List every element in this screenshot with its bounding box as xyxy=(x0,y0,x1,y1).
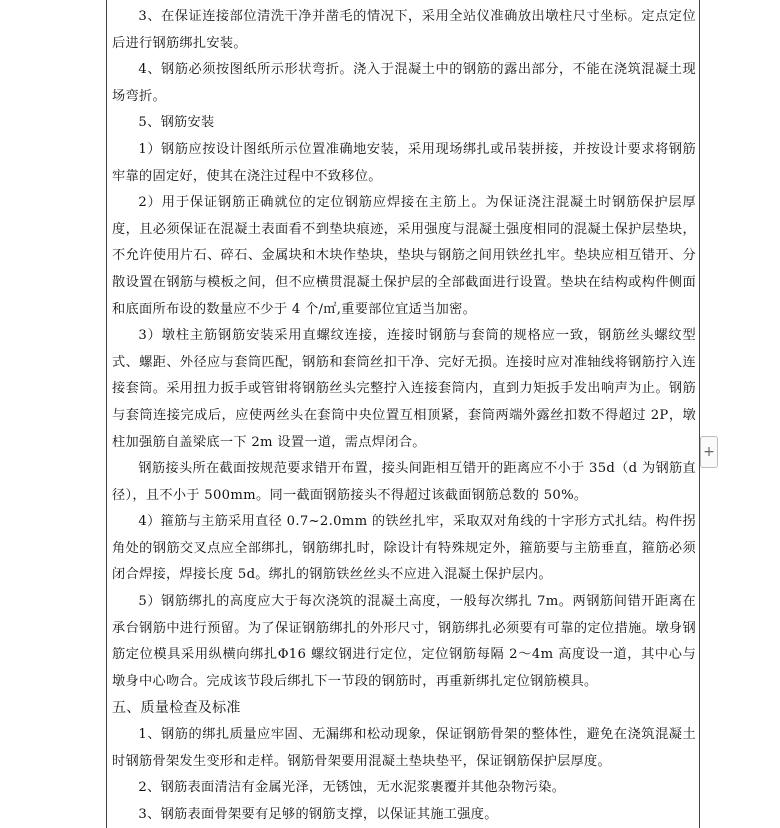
paragraph-installation-4: 4）箍筋与主筋采用直径 0.7~2.0mm 的铁丝扎牢，采取双对角线的十字形方式扎结。构件拐角处的钢筋交叉点应全部绑扎，钢筋绑扎时，除设计有特殊规定外，箍筋要与主筋垂直，箍筋必须闭合焊接，焊接长度 5d。绑扎的钢筋铁丝丝头不应进入混凝土保护层内。 xyxy=(112,514,696,583)
paragraph-rebar-installation-title: 5、钢筋安装 xyxy=(138,115,215,131)
paragraph-item-3: 3、在保证连接部位清洗干净并凿毛的情况下，采用全站仪准确放出墩柱尺寸坐标。定点定位后进行钢筋绑扎安装。 xyxy=(112,9,696,51)
paragraph-quality-1: 1、钢筋的绑扎质量应牢固、无漏绑和松动现象，保证钢筋骨架的整体性，避免在浇筑混凝土时钢筋骨架发生变形和走样。钢筋骨架要用混凝土垫块垫平，保证钢筋保护层厚度。 xyxy=(112,727,696,769)
add-row-button[interactable]: + xyxy=(700,436,718,468)
section-heading-quality: 五、质量检查及标准 xyxy=(112,700,241,717)
paragraph-installation-3: 3）墩柱主筋钢筋安装采用直螺纹连接，连接时钢筋与套筒的规格应一致，钢筋丝头螺纹型式、螺距、外径应与套筒匹配，钢筋和套筒丝扣干净、完好无损。连接时应对准轴线将钢筋拧入连接套筒。采用扭力扳手或管钳将钢筋丝头完整拧入连接套筒内，直到力矩扳手发出响声为止。钢筋与套筒连接完成后，应使两丝头在套筒中央位置互相顶紧，套筒两端外露丝扣数不得超过 2P，墩柱加强筋自盖梁底一下 2m 设置一道，需点焊闭合。 xyxy=(112,328,696,450)
paragraph-joint-spacing: 钢筋接头所在截面按规范要求错开布置，接头间距相互错开的距离应不小于 35d（d 为钢筋直径），且不小于 500mm。同一截面钢筋接头不得超过该截面钢筋总数的 50%。 xyxy=(112,461,696,503)
paragraph-installation-1: 1）钢筋应按设计图纸所示位置准确地安装，采用现场绑扎或吊装拼接，并按设计要求将钢筋牢靠的固定好，使其在浇注过程中不致移位。 xyxy=(112,141,696,184)
paragraph-item-4: 4、钢筋必须按图纸所示形状弯折。浇入于混凝土中的钢筋的露出部分，不能在浇筑混凝土现场弯折。 xyxy=(112,62,696,104)
paragraph-installation-2: 2）用于保证钢筋正确就位的定位钢筋应焊接在主筋上。为保证浇注混凝土时钢筋保护层厚度，且必须保证在混凝土表面看不到垫块痕迹，采用强度与混凝土强度相同的混凝土保护层垫块，不允许使用片石、碎石、金属块和木块作垫块，垫块与钢筋之间用铁丝扎牢。垫块应相互错开、分散设置在钢筋与模板之间，但不应横贯混凝土保护层的全部截面进行设置。垫块在结构或构件侧面和底面所布设的数量应不少于 4 个/㎡,重要部位宜适当加密。 xyxy=(112,195,696,317)
paragraph-installation-5: 5）钢筋绑扎的高度应大于每次浇筑的混凝土高度，一般每次绑扎 7m。两钢筋间错开距离在承台钢筋中进行预留。为了保证钢筋绑扎的外形尺寸，钢筋绑扎必须要有可靠的定位措施。墩身钢筋定位模具采用纵横向绑扎Φ16 螺纹钢进行定位，定位钢筋每隔 2～4m 高度设一道，其中心与墩身中心吻合。完成该节段后绑扎下一节段的钢筋时，再重新绑扎定位钢筋模具。 xyxy=(112,594,696,689)
paragraph-quality-3: 3、钢筋表面骨架要有足够的钢筋支撑，以保证其施工强度。 xyxy=(138,806,498,822)
paragraph-quality-2: 2、钢筋表面清洁有金属光泽，无锈蚀，无水泥浆裹覆并其他杂物污染。 xyxy=(138,780,566,796)
document-body xyxy=(112,4,696,828)
